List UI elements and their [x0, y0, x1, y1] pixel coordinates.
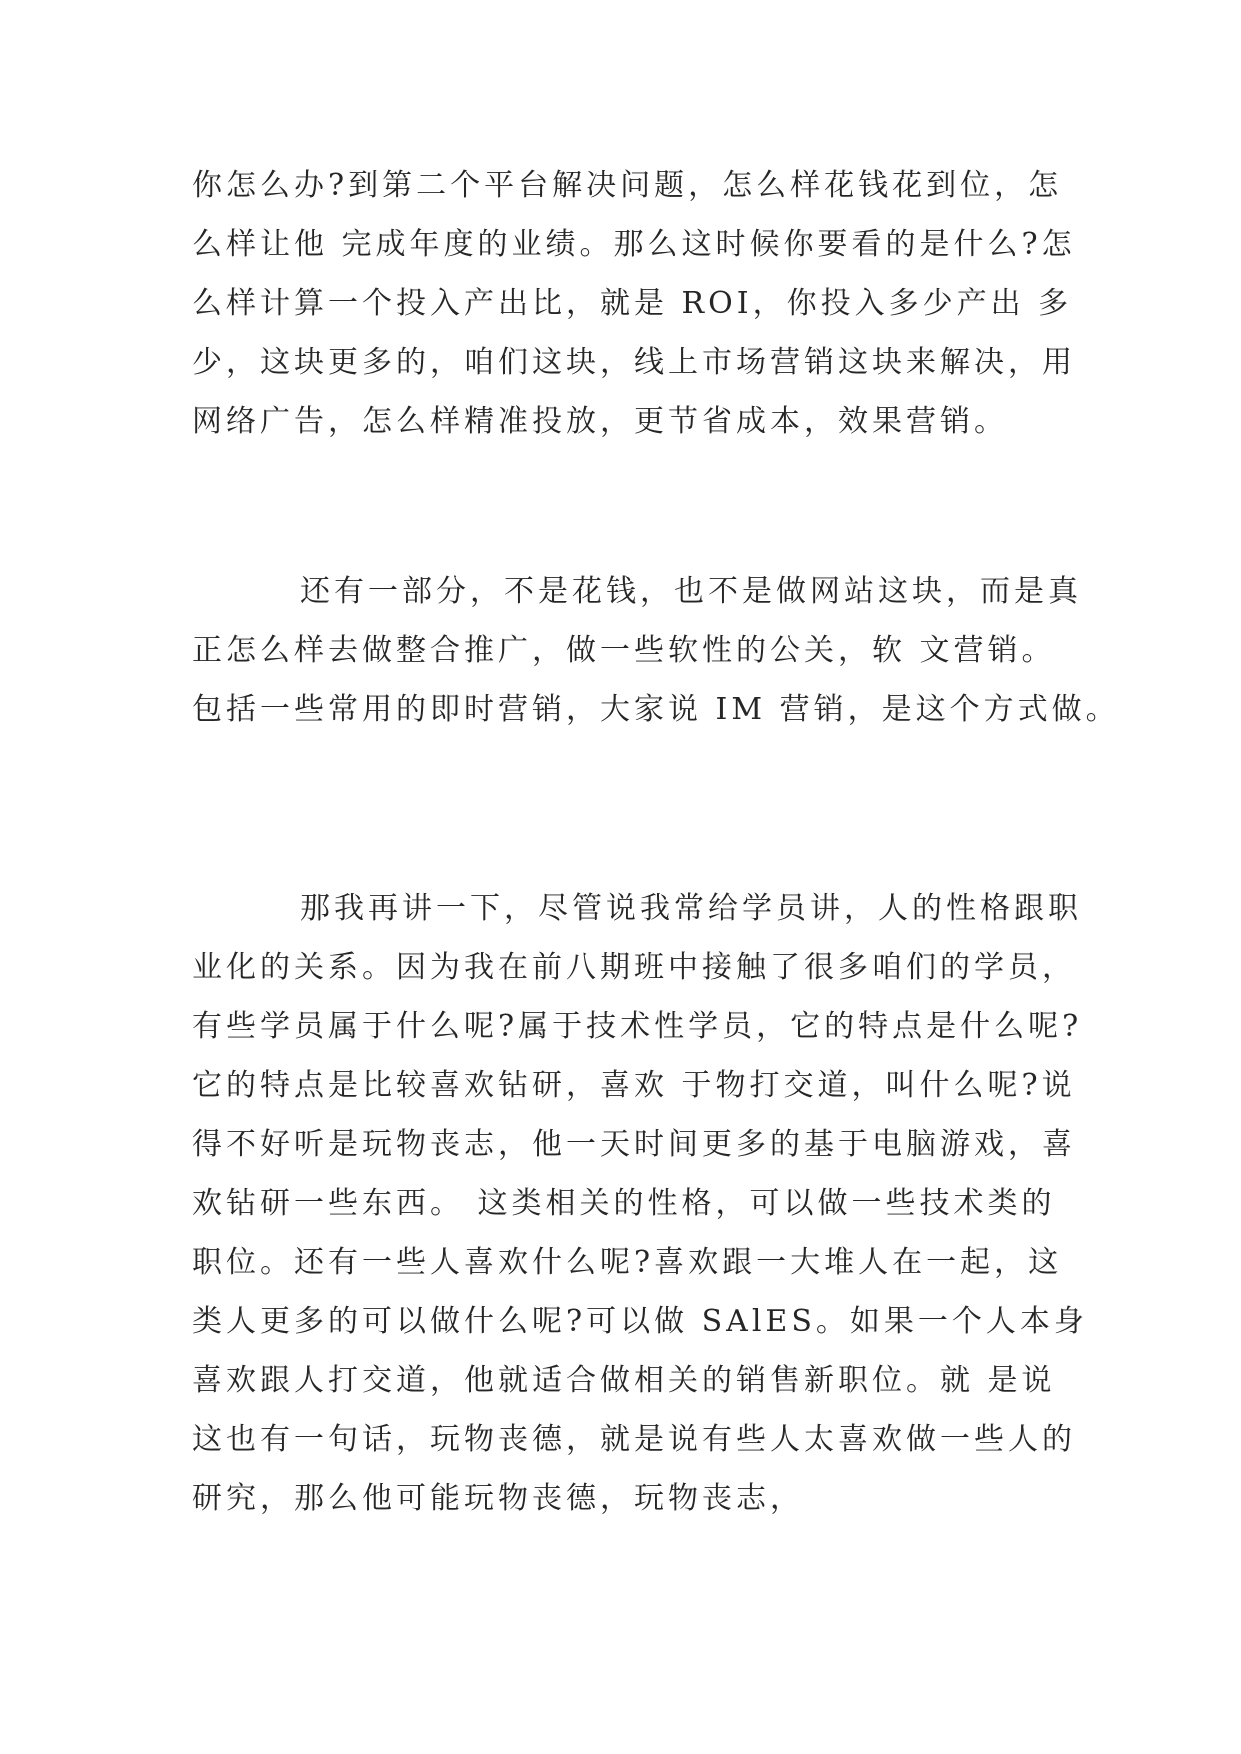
paragraph-line: 职位。还有一些人喜欢什么呢?喜欢跟一大堆人在一起，这: [192, 1245, 1063, 1280]
paragraph-line: 类人更多的可以做什么呢?可以做 SAlES。如果一个人本身: [192, 1304, 1088, 1339]
paragraph-line: 还有一部分，不是花钱，也不是做网站这块，而是真: [300, 574, 1082, 609]
paragraph-line: 少，这块更多的，咱们这块，线上市场营销这块来解决，用: [192, 345, 1076, 380]
paragraph-line: 有些学员属于什么呢?属于技术性学员，它的特点是什么呢?: [192, 1009, 1083, 1044]
paragraph-line: 正怎么样去做整合推广，做一些软性的公关，软 文营销。: [192, 633, 1056, 668]
paragraph-line: 业化的关系。因为我在前八期班中接触了很多咱们的学员，: [192, 950, 1076, 985]
paragraph-line: 你怎么办?到第二个平台解决问题，怎么样花钱花到位，怎: [192, 168, 1063, 203]
paragraph-line: 么样计算一个投入产出比，就是 ROI，你投入多少产出 多: [192, 286, 1073, 321]
paragraph-line: 它的特点是比较喜欢钻研，喜欢 于物打交道，叫什么呢?说: [192, 1068, 1076, 1103]
paragraph-line: 得不好听是玩物丧志，他一天时间更多的基于电脑游戏，喜: [192, 1127, 1076, 1162]
paragraph-line: 喜欢跟人打交道，他就适合做相关的销售新职位。就 是说: [192, 1363, 1056, 1398]
paragraph-2: [192, 562, 1120, 739]
paragraph-line: 包括一些常用的即时营销，大家说 IM 营销，是这个方式做。: [192, 692, 1120, 727]
paragraph-1: [192, 156, 1076, 451]
paragraph-line: 这也有一句话，玩物丧德，就是说有些人太喜欢做一些人的: [192, 1422, 1076, 1457]
paragraph-line: 么样让他 完成年度的业绩。那么这时候你要看的是什么?怎: [192, 227, 1076, 262]
paragraph-line: 研究，那么他可能玩物丧德，玩物丧志，: [192, 1481, 804, 1516]
paragraph-line: 那我再讲一下，尽管说我常给学员讲，人的性格跟职: [300, 891, 1082, 926]
paragraph-line: 欢钻研一些东西。 这类相关的性格，可以做一些技术类的: [192, 1186, 1056, 1221]
paragraph-3: [192, 879, 1088, 1528]
paragraph-line: 网络广告，怎么样精准投放，更节省成本，效果营销。: [192, 404, 1008, 439]
